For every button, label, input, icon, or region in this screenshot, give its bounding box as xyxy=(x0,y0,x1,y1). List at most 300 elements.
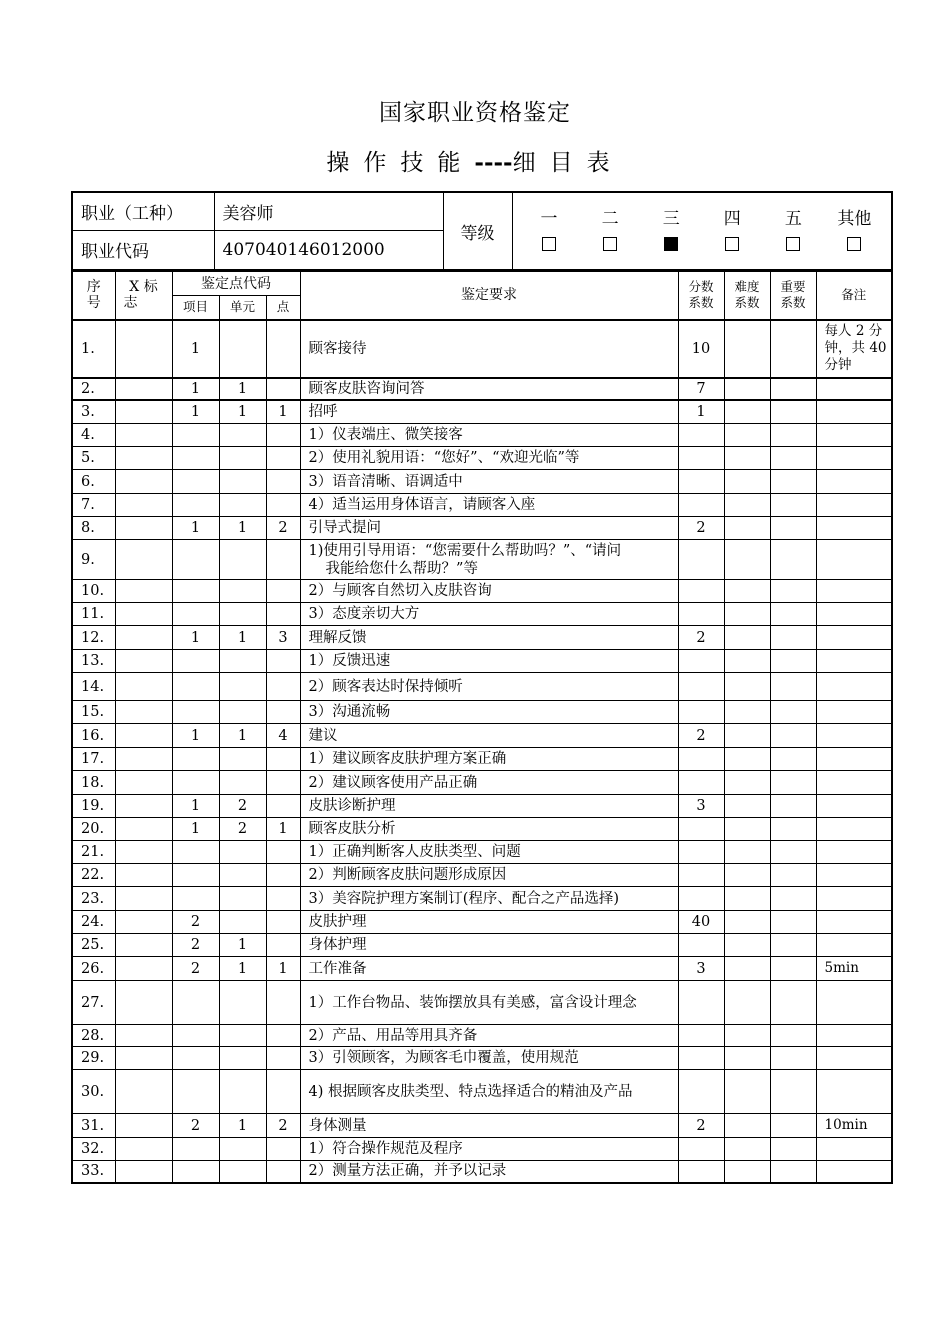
row-importance xyxy=(770,1138,816,1161)
row-seq: 20. xyxy=(72,818,115,841)
row-difficulty xyxy=(724,517,770,540)
row-difficulty xyxy=(724,887,770,911)
code-label: 职业代码 xyxy=(72,230,214,270)
row-difficulty xyxy=(724,701,770,724)
table-row xyxy=(72,494,892,517)
row-seq: 3. xyxy=(72,400,115,424)
row-code-unit xyxy=(219,470,266,494)
row-seq: 26. xyxy=(72,957,115,981)
row-code-unit xyxy=(219,1138,266,1161)
empty-box-icon[interactable] xyxy=(847,237,861,251)
row-importance xyxy=(770,1025,816,1047)
row-seq: 16. xyxy=(72,724,115,748)
col-requirement: 鉴定要求 xyxy=(300,272,678,320)
table-row xyxy=(72,887,892,911)
row-score xyxy=(678,603,724,626)
row-code-unit xyxy=(219,320,266,378)
row-difficulty xyxy=(724,841,770,864)
row-code-unit xyxy=(219,424,266,447)
row-code-item xyxy=(172,1070,219,1114)
row-code-unit xyxy=(219,841,266,864)
row-note xyxy=(816,934,892,957)
row-seq: 28. xyxy=(72,1025,115,1047)
row-difficulty xyxy=(724,447,770,470)
row-x-mark xyxy=(115,748,172,771)
table-row xyxy=(72,911,892,934)
document-subtitle xyxy=(0,144,950,177)
row-x-mark xyxy=(115,957,172,981)
row-importance xyxy=(770,673,816,701)
row-code-item: 1 xyxy=(172,378,219,400)
row-requirement: 1）符合操作规范及程序 xyxy=(300,1138,678,1161)
row-code-item xyxy=(172,447,219,470)
level-option[interactable] xyxy=(829,207,879,255)
row-code-point xyxy=(266,494,300,517)
row-code-point xyxy=(266,934,300,957)
row-code-point xyxy=(266,1138,300,1161)
occupation-value: 美容师 xyxy=(214,192,443,230)
level-name: 三 xyxy=(662,209,680,229)
row-importance xyxy=(770,424,816,447)
row-code-unit: 1 xyxy=(219,378,266,400)
row-importance xyxy=(770,1047,816,1070)
row-difficulty xyxy=(724,724,770,748)
row-x-mark xyxy=(115,650,172,673)
row-code-point xyxy=(266,580,300,603)
level-options xyxy=(512,192,892,270)
level-name: 其他 xyxy=(837,209,872,229)
row-score: 2 xyxy=(678,517,724,540)
row-note xyxy=(816,724,892,748)
row-difficulty xyxy=(724,1070,770,1114)
row-code-item xyxy=(172,841,219,864)
row-difficulty xyxy=(724,1138,770,1161)
row-requirement: 3）沟通流畅 xyxy=(300,701,678,724)
row-code-unit xyxy=(219,701,266,724)
row-note xyxy=(816,494,892,517)
row-difficulty xyxy=(724,1047,770,1070)
col-note: 备注 xyxy=(816,272,892,320)
row-importance xyxy=(770,603,816,626)
row-importance xyxy=(770,400,816,424)
row-code-point xyxy=(266,887,300,911)
row-seq: 24. xyxy=(72,911,115,934)
row-code-item: 1 xyxy=(172,724,219,748)
row-difficulty xyxy=(724,580,770,603)
row-score: 40 xyxy=(678,911,724,934)
table-row xyxy=(72,1138,892,1161)
row-score: 2 xyxy=(678,1114,724,1138)
row-seq: 30. xyxy=(72,1070,115,1114)
row-seq: 18. xyxy=(72,771,115,795)
row-note xyxy=(816,818,892,841)
row-code-item xyxy=(172,580,219,603)
table-row xyxy=(72,864,892,887)
row-code-point xyxy=(266,911,300,934)
row-requirement: 身体测量 xyxy=(300,1114,678,1138)
document-title: 国家职业资格鉴定 xyxy=(379,100,571,126)
row-code-item xyxy=(172,1138,219,1161)
row-code-item: 2 xyxy=(172,911,219,934)
row-requirement: 3）语音清晰、语调适中 xyxy=(300,470,678,494)
table-row xyxy=(72,447,892,470)
row-code-unit xyxy=(219,603,266,626)
row-code-unit: 1 xyxy=(219,626,266,650)
row-difficulty xyxy=(724,650,770,673)
subtitle-pre: 操作技能 xyxy=(326,150,475,176)
col-x-mark: X 标 志 xyxy=(115,272,172,320)
row-importance xyxy=(770,540,816,580)
table-row xyxy=(72,673,892,701)
table-row xyxy=(72,701,892,724)
row-score: 2 xyxy=(678,724,724,748)
row-score xyxy=(678,864,724,887)
col-code-point: 点 xyxy=(266,296,300,320)
level-option[interactable] xyxy=(524,207,574,255)
row-seq: 22. xyxy=(72,864,115,887)
row-score xyxy=(678,701,724,724)
row-code-unit xyxy=(219,748,266,771)
row-score xyxy=(678,580,724,603)
row-seq: 15. xyxy=(72,701,115,724)
level-option[interactable] xyxy=(646,207,696,255)
row-score xyxy=(678,447,724,470)
row-difficulty xyxy=(724,795,770,818)
row-x-mark xyxy=(115,378,172,400)
row-code-unit xyxy=(219,650,266,673)
level-label: 等级 xyxy=(443,192,512,270)
row-difficulty xyxy=(724,1161,770,1183)
level-option[interactable] xyxy=(707,207,757,255)
row-code-item xyxy=(172,1161,219,1183)
row-code-item xyxy=(172,470,219,494)
table-row xyxy=(72,981,892,1025)
row-x-mark xyxy=(115,1025,172,1047)
row-seq: 8. xyxy=(72,517,115,540)
row-code-item xyxy=(172,981,219,1025)
row-note xyxy=(816,650,892,673)
row-code-point: 1 xyxy=(266,818,300,841)
row-code-point: 3 xyxy=(266,626,300,650)
empty-box-icon[interactable] xyxy=(786,237,800,251)
row-difficulty xyxy=(724,864,770,887)
row-note xyxy=(816,603,892,626)
row-code-item: 1 xyxy=(172,818,219,841)
row-code-item xyxy=(172,864,219,887)
row-x-mark xyxy=(115,1047,172,1070)
row-note xyxy=(816,701,892,724)
row-requirement: 皮肤诊断护理 xyxy=(300,795,678,818)
row-requirement: 1）工作台物品、装饰摆放具有美感，富含设计理念 xyxy=(300,981,678,1025)
row-note xyxy=(816,470,892,494)
row-code-unit xyxy=(219,887,266,911)
row-requirement: 4) 根据顾客皮肤类型、特点选择适合的精油及产品 xyxy=(300,1070,678,1114)
row-score xyxy=(678,1025,724,1047)
row-x-mark xyxy=(115,1070,172,1114)
row-code-item: 1 xyxy=(172,795,219,818)
row-note xyxy=(816,1138,892,1161)
row-importance xyxy=(770,934,816,957)
row-seq: 31. xyxy=(72,1114,115,1138)
col-importance: 重要 系数 xyxy=(770,272,816,320)
row-code-item xyxy=(172,1047,219,1070)
row-requirement: 2）测量方法正确，并予以记录 xyxy=(300,1161,678,1183)
row-requirement: 2）使用礼貌用语：“您好”、“欢迎光临”等 xyxy=(300,447,678,470)
level-name: 四 xyxy=(723,209,741,229)
level-option[interactable] xyxy=(585,207,635,255)
row-importance xyxy=(770,320,816,378)
col-difficulty: 难度 系数 xyxy=(724,272,770,320)
row-seq: 9. xyxy=(72,540,115,580)
empty-box-icon[interactable] xyxy=(542,237,556,251)
row-code-point xyxy=(266,1025,300,1047)
row-code-unit xyxy=(219,1161,266,1183)
table-row xyxy=(72,1114,892,1138)
level-option[interactable] xyxy=(768,207,818,255)
row-x-mark xyxy=(115,470,172,494)
row-code-unit: 1 xyxy=(219,724,266,748)
row-seq: 27. xyxy=(72,981,115,1025)
empty-box-icon[interactable] xyxy=(603,237,617,251)
row-score: 7 xyxy=(678,378,724,400)
row-code-item xyxy=(172,673,219,701)
row-code-item: 1 xyxy=(172,517,219,540)
table-row xyxy=(72,841,892,864)
row-x-mark xyxy=(115,934,172,957)
checked-box-icon[interactable] xyxy=(664,237,678,251)
row-code-point xyxy=(266,424,300,447)
row-x-mark xyxy=(115,517,172,540)
col-score: 分数 系数 xyxy=(678,272,724,320)
row-difficulty xyxy=(724,1025,770,1047)
row-code-item xyxy=(172,701,219,724)
row-seq: 23. xyxy=(72,887,115,911)
row-x-mark xyxy=(115,447,172,470)
row-score xyxy=(678,1161,724,1183)
row-importance xyxy=(770,724,816,748)
row-x-mark xyxy=(115,701,172,724)
row-requirement: 2）产品、用品等用具齐备 xyxy=(300,1025,678,1047)
row-note xyxy=(816,626,892,650)
row-x-mark xyxy=(115,400,172,424)
row-requirement: 2）与顾客自然切入皮肤咨询 xyxy=(300,580,678,603)
row-importance xyxy=(770,748,816,771)
row-code-unit: 1 xyxy=(219,1114,266,1138)
row-x-mark xyxy=(115,1114,172,1138)
row-importance xyxy=(770,470,816,494)
row-note xyxy=(816,424,892,447)
table-row xyxy=(72,603,892,626)
row-importance xyxy=(770,864,816,887)
row-score: 2 xyxy=(678,626,724,650)
row-code-point xyxy=(266,1070,300,1114)
row-score xyxy=(678,771,724,795)
table-row xyxy=(72,724,892,748)
row-x-mark xyxy=(115,494,172,517)
row-note xyxy=(816,795,892,818)
detail-table xyxy=(71,271,893,1184)
row-note xyxy=(816,1047,892,1070)
row-difficulty xyxy=(724,603,770,626)
row-seq: 25. xyxy=(72,934,115,957)
code-value: 407040146012000 xyxy=(214,230,443,270)
row-score: 1 xyxy=(678,400,724,424)
row-note xyxy=(816,864,892,887)
table-row xyxy=(72,650,892,673)
table-row xyxy=(72,771,892,795)
row-note xyxy=(816,673,892,701)
row-score: 3 xyxy=(678,795,724,818)
row-code-item: 1 xyxy=(172,320,219,378)
row-x-mark xyxy=(115,1138,172,1161)
row-code-unit xyxy=(219,447,266,470)
row-code-unit xyxy=(219,673,266,701)
row-code-point xyxy=(266,748,300,771)
row-seq: 13. xyxy=(72,650,115,673)
row-code-point xyxy=(266,603,300,626)
table-row xyxy=(72,470,892,494)
row-code-item: 2 xyxy=(172,957,219,981)
row-note xyxy=(816,1025,892,1047)
row-code-point xyxy=(266,540,300,580)
row-seq: 2. xyxy=(72,378,115,400)
row-x-mark xyxy=(115,771,172,795)
row-code-point xyxy=(266,795,300,818)
row-code-unit xyxy=(219,911,266,934)
row-note: 5min xyxy=(816,957,892,981)
table-row xyxy=(72,795,892,818)
row-score xyxy=(678,673,724,701)
row-code-point xyxy=(266,701,300,724)
table-row xyxy=(72,1025,892,1047)
row-score xyxy=(678,494,724,517)
row-requirement: 4）适当运用身体语言，请顾客入座 xyxy=(300,494,678,517)
row-code-item xyxy=(172,1025,219,1047)
row-difficulty xyxy=(724,626,770,650)
row-code-unit xyxy=(219,1070,266,1114)
row-code-point: 4 xyxy=(266,724,300,748)
row-difficulty xyxy=(724,494,770,517)
row-seq: 21. xyxy=(72,841,115,864)
row-requirement: 顾客接待 xyxy=(300,320,678,378)
table-row xyxy=(72,626,892,650)
row-importance xyxy=(770,911,816,934)
row-code-unit: 1 xyxy=(219,957,266,981)
row-code-unit xyxy=(219,771,266,795)
table-row xyxy=(72,580,892,603)
row-requirement: 建议 xyxy=(300,724,678,748)
row-seq: 11. xyxy=(72,603,115,626)
row-score: 10 xyxy=(678,320,724,378)
row-importance xyxy=(770,701,816,724)
row-requirement: 3）引领顾客，为顾客毛巾覆盖，使用规范 xyxy=(300,1047,678,1070)
row-code-unit xyxy=(219,981,266,1025)
table-row xyxy=(72,1047,892,1070)
row-difficulty xyxy=(724,981,770,1025)
row-note xyxy=(816,1161,892,1183)
row-code-item xyxy=(172,494,219,517)
row-difficulty xyxy=(724,934,770,957)
row-x-mark xyxy=(115,540,172,580)
row-seq: 33. xyxy=(72,1161,115,1183)
row-code-unit: 1 xyxy=(219,934,266,957)
row-note: 每人 2 分钟，共 40 分钟 xyxy=(816,320,892,378)
row-code-item: 2 xyxy=(172,934,219,957)
row-seq: 6. xyxy=(72,470,115,494)
row-importance xyxy=(770,841,816,864)
row-score xyxy=(678,650,724,673)
row-code-point xyxy=(266,650,300,673)
row-requirement: 工作准备 xyxy=(300,957,678,981)
table-row xyxy=(72,818,892,841)
table-row xyxy=(72,1161,892,1183)
row-x-mark xyxy=(115,724,172,748)
row-code-item xyxy=(172,424,219,447)
row-x-mark xyxy=(115,626,172,650)
row-code-item: 1 xyxy=(172,626,219,650)
row-code-unit xyxy=(219,1047,266,1070)
row-score xyxy=(678,1138,724,1161)
row-code-point xyxy=(266,378,300,400)
row-importance xyxy=(770,626,816,650)
row-x-mark xyxy=(115,673,172,701)
row-importance xyxy=(770,771,816,795)
col-seq: 序 号 xyxy=(72,272,115,320)
row-code-point: 1 xyxy=(266,957,300,981)
row-importance xyxy=(770,981,816,1025)
row-code-point: 2 xyxy=(266,517,300,540)
row-importance xyxy=(770,517,816,540)
row-score xyxy=(678,981,724,1025)
row-requirement: 顾客皮肤分析 xyxy=(300,818,678,841)
row-seq: 10. xyxy=(72,580,115,603)
row-x-mark xyxy=(115,887,172,911)
row-importance xyxy=(770,795,816,818)
row-difficulty xyxy=(724,400,770,424)
row-seq: 32. xyxy=(72,1138,115,1161)
row-note xyxy=(816,580,892,603)
row-x-mark xyxy=(115,580,172,603)
row-requirement: 1）仪表端庄、微笑接客 xyxy=(300,424,678,447)
row-requirement: 2）建议顾客使用产品正确 xyxy=(300,771,678,795)
table-row xyxy=(72,1070,892,1114)
row-difficulty xyxy=(724,378,770,400)
subtitle-dash: ---- xyxy=(474,149,513,176)
row-seq: 29. xyxy=(72,1047,115,1070)
header-table xyxy=(71,191,893,271)
row-requirement: 理解反馈 xyxy=(300,626,678,650)
row-score xyxy=(678,1047,724,1070)
row-seq: 1. xyxy=(72,320,115,378)
empty-box-icon[interactable] xyxy=(725,237,739,251)
row-code-item xyxy=(172,887,219,911)
row-requirement: 身体护理 xyxy=(300,934,678,957)
row-code-item xyxy=(172,748,219,771)
subtitle-post: 细目表 xyxy=(512,150,624,176)
row-note xyxy=(816,841,892,864)
row-seq: 17. xyxy=(72,748,115,771)
row-x-mark xyxy=(115,795,172,818)
row-requirement: 2）判断顾客皮肤问题形成原因 xyxy=(300,864,678,887)
row-score xyxy=(678,470,724,494)
row-x-mark xyxy=(115,424,172,447)
row-difficulty xyxy=(724,470,770,494)
row-code-item: 2 xyxy=(172,1114,219,1138)
row-note xyxy=(816,400,892,424)
row-code-point xyxy=(266,771,300,795)
level-name: 一 xyxy=(540,209,558,229)
row-code-unit xyxy=(219,540,266,580)
